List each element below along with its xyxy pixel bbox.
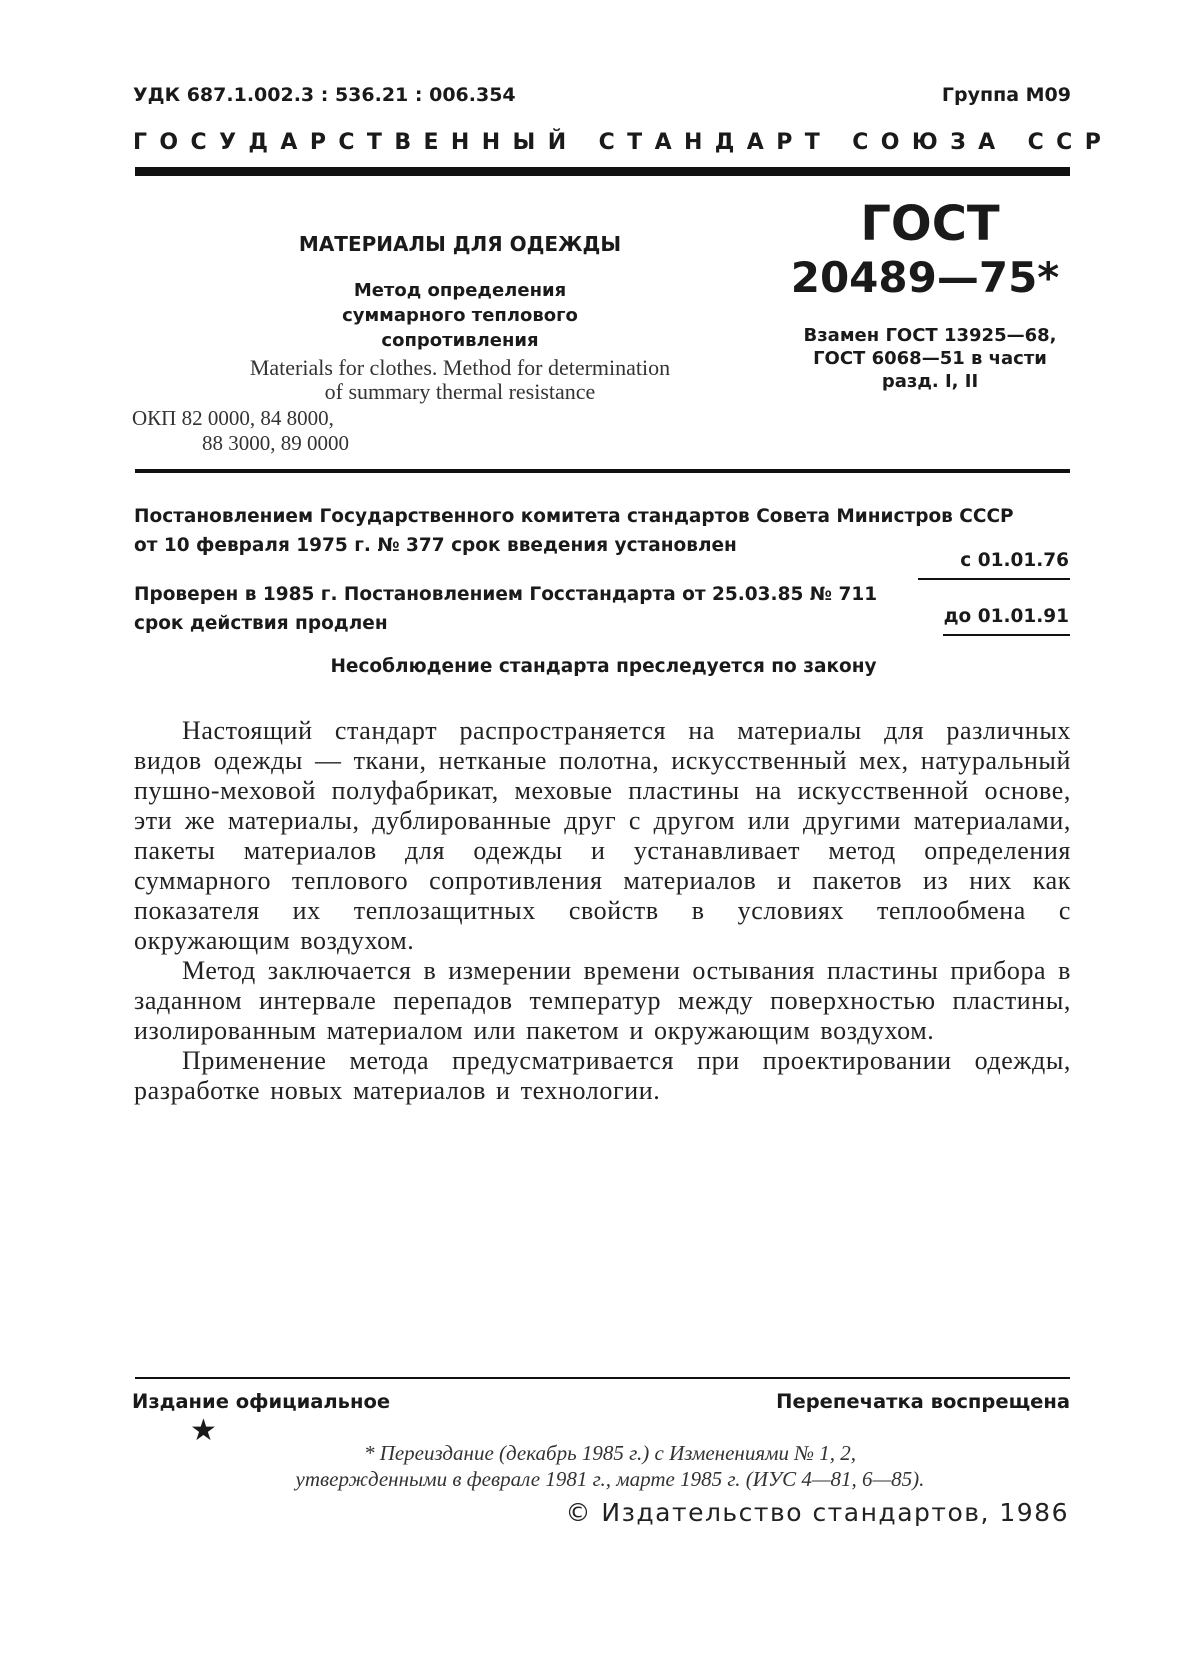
reissue-line: утвержденными в феврале 1981 г., марте 1985 г. (ИУС 4—81, 6—85).: [295, 1467, 925, 1491]
decree-text: [134, 502, 1074, 560]
okp-line: ОКП 82 0000, 84 8000,: [132, 406, 334, 430]
review-line: срок действия продлен: [134, 613, 388, 634]
decree-line: Постановлением Государственного комитета стандартов Совета Министров СССР: [134, 506, 1014, 527]
introduction-date: с 01.01.76: [960, 550, 1069, 571]
body-text: [134, 716, 1071, 1106]
introduction-date-underline: [918, 578, 1070, 580]
state-standard-heading: ГОСУДАРСТВЕННЫЙ СТАНДАРТ СОЮЗА ССР: [133, 130, 1114, 155]
review-line: Проверен в 1985 г. Постановлением Госстандарта от 25.03.85 № 711: [134, 584, 878, 605]
group-code: Группа М09: [941, 84, 1071, 106]
document-subtitle: Метод определения суммарного теплового сопротивления: [342, 280, 578, 351]
document-title: МАТЕРИАЛЫ ДЛЯ ОДЕЖДЫ: [298, 232, 622, 256]
gost-number: 20489—75*: [790, 253, 1060, 302]
reissue-note: [195, 1440, 1025, 1492]
reprint-prohibited-label: Перепечатка воспрещена: [776, 1390, 1070, 1413]
official-edition-label: Издание официальное: [132, 1390, 391, 1413]
gost-label: ГОСТ: [860, 196, 1000, 252]
english-title-line: of summary thermal resistance: [324, 379, 596, 404]
replaces-note: Взамен ГОСТ 13925—68, ГОСТ 6068—51 в части разд. I, II: [803, 325, 1057, 392]
publisher-copyright: © Издательство стандартов, 1986: [565, 1498, 1069, 1527]
decree-line: от 10 февраля 1975 г. № 377 срок введения установлен: [134, 535, 737, 556]
star-icon: ★: [190, 1413, 217, 1448]
compliance-notice: Несоблюдение стандарта преследуется по закону: [330, 656, 877, 677]
body-paragraph: Метод заключается в измерении времени остывания пластины прибора в заданном интервале перепадов температур между поверхностью пластины, изолированным материалом или пакетом и окружающим воздухом.: [134, 956, 1071, 1045]
body-paragraph: Применение метода предусматривается при проектировании одежды, разработке новых материалов и технологии.: [134, 1046, 1071, 1105]
extended-date: до 01.01.91: [943, 606, 1069, 627]
okp-codes: [132, 406, 349, 456]
okp-line: 88 3000, 89 0000: [202, 431, 349, 455]
title-block: [250, 232, 670, 353]
header-divider: [135, 167, 1070, 176]
english-title-line: Materials for clothes. Method for determination: [249, 355, 671, 380]
footer-divider: [135, 1377, 1070, 1379]
extended-date-underline: [943, 634, 1070, 636]
gost-block: [790, 196, 1070, 393]
review-text: [134, 580, 934, 638]
body-paragraph: Настоящий стандарт распространяется на материалы для различных видов одежды — ткани, нетканые полотна, искусственный мех, натуральный пушно-меховой полуфабрикат, меховые пластины на искусственной основе, эти же материалы, дублированные друг с другом или другими материалами, пакеты материалов для одежды и устанавливает метод определения суммарного теплового сопротивления материалов и пакетов из них как показателя их теплозащитных свойств в условиях теплообмена с окружающим воздухом.: [134, 716, 1071, 955]
reissue-line: * Переиздание (декабрь 1985 г.) с Изменениями № 1, 2,: [363, 1441, 857, 1465]
title-divider: [135, 469, 1070, 473]
udk-code: УДК 687.1.002.3 : 536.21 : 006.354: [133, 84, 516, 106]
english-title: [195, 356, 725, 404]
